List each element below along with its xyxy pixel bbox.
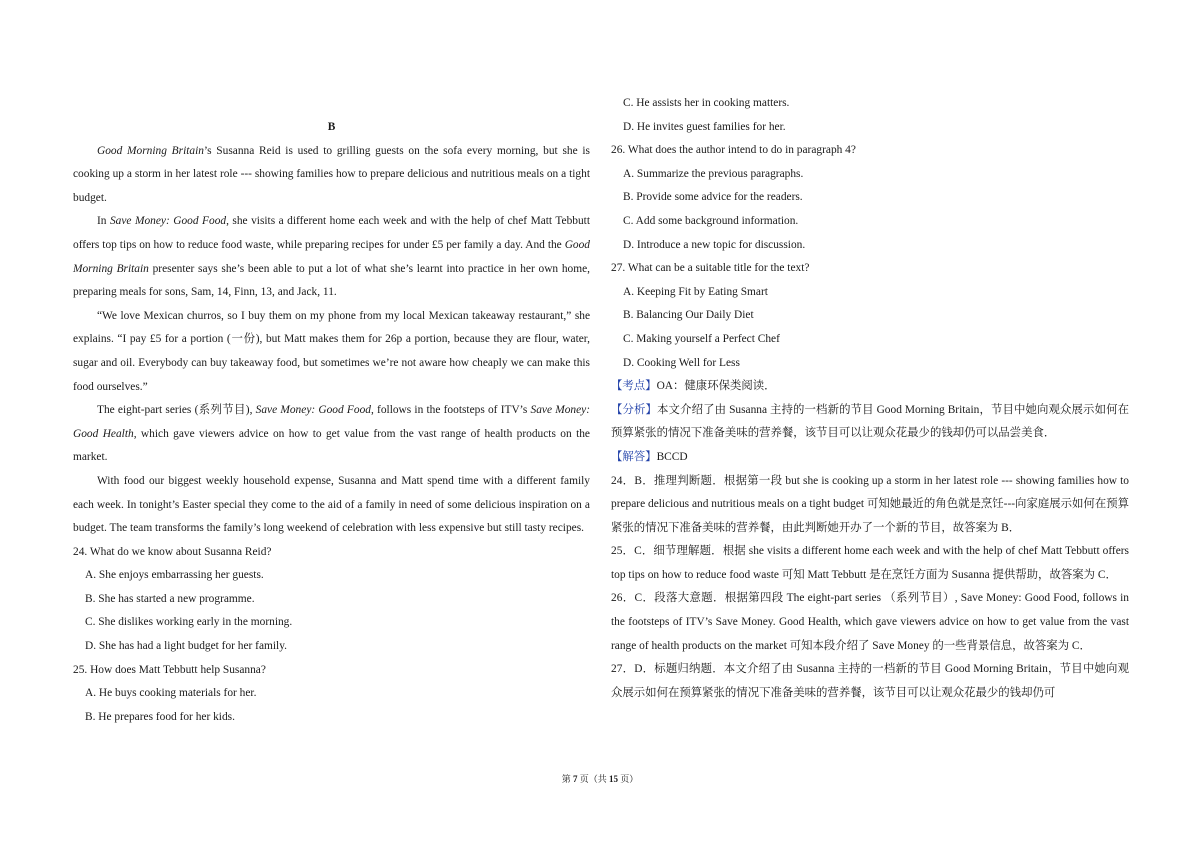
answer-25-explanation: 25．C．细节理解题．根据 she visits a different home each week and with the help of chef Matt Tebbutt offers top tips on how to reduce food waste 可知 Matt Tebbutt 是在烹饪方面为 Susanna 提供帮助，故答案为 C． [611, 545, 1129, 581]
option-24-a: A. She enjoys embarrassing her guests. [85, 569, 264, 582]
show-title: Good Morning Britain [73, 238, 590, 275]
kaodian-section [611, 375, 1129, 399]
passage-paragraph-3: “We love Mexican churros, so I buy them on my phone from my local Mexican takeaway restaurant,” she explains. “I pay £5 for a portion (一份), but Matt makes them for 26p a portion, because they are flour, water, sugar and oil. Everybody can buy takeaway food, but sometimes we’re not aware how cheaply we can make this food ourselves.” [73, 309, 590, 393]
answer-26-explanation: 26．C．段落大意题．根据第四段 The eight-part series （系列节目）, Save Money: Good Food, follows in the footsteps of ITV’s Save Money. Good Health, which gave viewers advice on how to get value from the vast range of health products on the market 可知本段介绍了 Save Money 的一些背景信息，故答案为 C． [611, 592, 1129, 652]
paragraph-text: , she visits a different home each week and with the help of chef Matt Tebbutt offers top tips on how to reduce food waste, while preparing recipes for under £5 per family a day. And the [73, 215, 590, 251]
question-24: 24. What do we know about Susanna Reid? [73, 545, 272, 558]
option-27-a: A. Keeping Fit by Eating Smart [623, 285, 768, 298]
page-footer [0, 772, 1200, 786]
question-27: 27. What can be a suitable title for the text? [611, 262, 810, 275]
jieda-section [611, 446, 1129, 470]
paragraph-text: , follows in the footsteps of ITV’s [370, 404, 531, 417]
jieda-tag: 【解答】 [611, 450, 657, 463]
option-26-a: A. Summarize the previous paragraphs. [623, 167, 804, 180]
option-27-b: B. Balancing Our Daily Diet [623, 309, 754, 322]
left-column [73, 116, 590, 729]
fenxi-section [611, 399, 1129, 446]
right-column [611, 92, 1129, 705]
show-title: Good Morning Britain [97, 144, 204, 157]
paragraph-text: In [97, 215, 110, 228]
page-total: 15 [609, 774, 618, 784]
fenxi-text: 本文介绍了由 Susanna 主持的一档新的节目 Good Morning Britain，节目中她向观众展示如何在预算紧张的情况下准备美味的营养餐，该节目可以让观众花最少的钱却仍可以品尝美食． [611, 403, 1129, 440]
option-26-b: B. Provide some advice for the readers. [623, 191, 803, 204]
option-26-c: C. Add some background information. [623, 214, 799, 227]
paragraph-text: presenter says she’s been able to put a lot of what she’s learnt into practice in her own home, preparing meals for sons, Sam, 14, Finn, 13, and Jack, 11. [73, 262, 590, 299]
footer-text: 页（共 [577, 774, 609, 784]
option-27-c: C. Making yourself a Perfect Chef [623, 332, 780, 345]
jieda-text: BCCD [656, 450, 688, 463]
show-title: Save Money: Good Food [255, 404, 371, 417]
option-25-c: C. He assists her in cooking matters. [623, 97, 790, 109]
option-25-b: B. He prepares food for her kids. [85, 710, 235, 723]
answer-24-explanation: 24．B．推理判断题．根据第一段 but she is cooking up a storm in her latest role --- showing families how to prepare delicious and nutritious meals on a tight budget 可知她最近的角色就是烹饪---向家庭展示如何在预算紧张的情况下准备美味的营养餐，由此判断她开办了一个新的节目，故答案为 B． [611, 474, 1129, 534]
passage-paragraph-5: With food our biggest weekly household expense, Susanna and Matt spend time with a different family each week. In tonight’s Easter special they come to the aid of a family in need of some delicious inspiration on a budget. The team transforms the family’s long weekend of celebration with less expensive but still tasty recipes. [73, 474, 590, 535]
option-26-d: D. Introduce a new topic for discussion. [623, 238, 806, 251]
answer-27-explanation: 27．D．标题归纳题．本文介绍了由 Susanna 主持的一档新的节目 Good Morning Britain，节目中她向观众展示如何在预算紧张的情况下准备美味的营养餐，该节目可以让观众花最少的钱却仍可 [611, 663, 1129, 699]
passage-paragraph-4 [73, 399, 590, 470]
question-26: 26. What does the author intend to do in paragraph 4? [611, 144, 856, 157]
paragraph-text: The eight-part series (系列节目), [97, 404, 256, 417]
passage-heading: B [327, 121, 336, 133]
paragraph-text: , which gave viewers advice on how to get value from the vast range of health products on the market. [73, 427, 590, 464]
kaodian-tag: 【考点】 [611, 380, 657, 393]
footer-text: 页） [618, 774, 639, 784]
option-24-d: D. She has had a light budget for her family. [85, 640, 288, 653]
passage-paragraph-1 [73, 140, 590, 211]
fenxi-tag: 【分析】 [611, 403, 658, 416]
kaodian-text: OA：健康环保类阅读． [656, 380, 776, 393]
passage-paragraph-2 [73, 210, 590, 304]
footer-text: 第 [561, 774, 573, 784]
option-24-c: C. She dislikes working early in the morning. [85, 616, 293, 629]
paragraph-text: ’s Susanna Reid is used to grilling guests on the sofa every morning, but she is cooking up a storm in her latest role --- showing families how to prepare delicious and nutritious meals on a tight budget. [73, 144, 590, 204]
question-25: 25. How does Matt Tebbutt help Susanna? [73, 663, 266, 676]
option-24-b: B. She has started a new programme. [85, 592, 255, 605]
option-25-a: A. He buys cooking materials for her. [85, 687, 257, 700]
page-number: 7 [572, 774, 578, 784]
option-25-d: D. He invites guest families for her. [623, 120, 786, 133]
option-27-d: D. Cooking Well for Less [623, 356, 740, 369]
show-title: Save Money: Good Health [73, 404, 591, 440]
show-title: Save Money: Good Food [109, 215, 227, 228]
